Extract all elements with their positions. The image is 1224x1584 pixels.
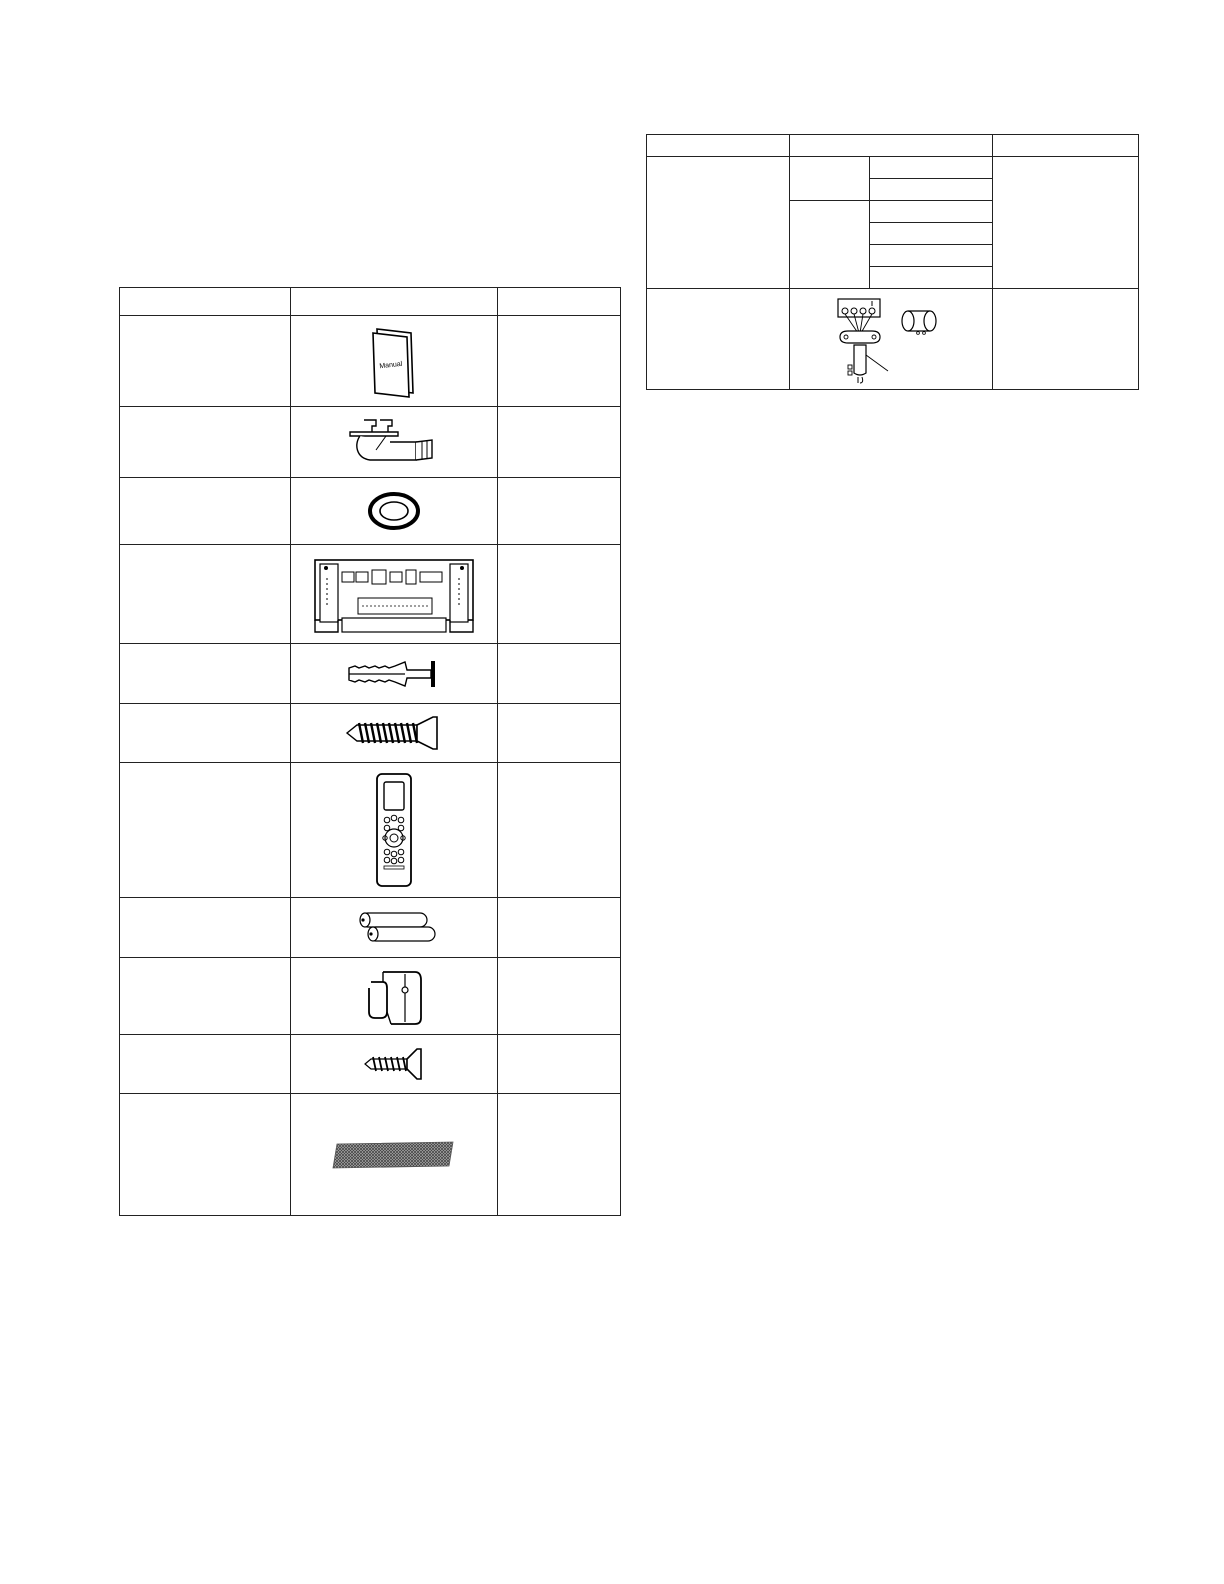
image-cell <box>291 316 498 407</box>
qty-cell <box>498 644 621 704</box>
anchor-plug-icon <box>345 658 443 690</box>
qty-cell <box>498 1094 621 1216</box>
item-cell <box>870 245 993 267</box>
qty-cell <box>498 763 621 898</box>
header-cell <box>498 288 621 316</box>
table-row <box>120 644 621 704</box>
image-cell <box>291 763 498 898</box>
table-row <box>120 763 621 898</box>
item-cell <box>870 223 993 245</box>
item-cell <box>870 201 993 223</box>
subgroup-cell <box>790 201 870 289</box>
remote-holder-icon <box>361 966 427 1026</box>
manual-booklet-icon <box>359 323 429 399</box>
image-cell <box>291 407 498 478</box>
table-row <box>120 316 621 407</box>
table-row <box>647 157 1139 179</box>
fixing-screw-icon <box>345 715 443 751</box>
name-cell <box>120 898 291 958</box>
header-cell <box>120 288 291 316</box>
header-cell <box>790 135 993 157</box>
remote-control-icon <box>374 772 414 888</box>
holder-screw-icon <box>363 1047 425 1081</box>
note-cell <box>993 289 1139 390</box>
table-row <box>120 1094 621 1216</box>
name-cell <box>120 1094 291 1216</box>
table-row <box>120 407 621 478</box>
image-cell <box>790 289 993 390</box>
table-row <box>120 478 621 545</box>
table-header-row <box>120 288 621 316</box>
item-cell <box>870 267 993 289</box>
name-cell <box>120 316 291 407</box>
mounting-plate-icon <box>312 554 476 634</box>
air-filter-icon <box>331 1140 457 1170</box>
image-cell <box>291 1094 498 1216</box>
qty-cell <box>498 704 621 763</box>
qty-cell <box>498 407 621 478</box>
image-cell <box>291 644 498 704</box>
name-cell <box>120 478 291 545</box>
name-cell <box>120 1035 291 1094</box>
table-row <box>120 958 621 1035</box>
header-cell <box>993 135 1139 157</box>
item-cell <box>870 179 993 201</box>
seal-ring-icon <box>364 489 424 533</box>
name-cell <box>120 407 291 478</box>
batteries-icon <box>349 909 439 947</box>
image-cell <box>291 704 498 763</box>
image-cell <box>291 1035 498 1094</box>
table-row <box>120 1035 621 1094</box>
qty-cell <box>498 898 621 958</box>
qty-cell <box>498 478 621 545</box>
note-cell <box>993 157 1139 289</box>
name-cell <box>120 704 291 763</box>
table-row <box>120 704 621 763</box>
subgroup-cell <box>790 157 870 201</box>
table-row <box>120 545 621 644</box>
image-cell <box>291 545 498 644</box>
name-cell <box>120 545 291 644</box>
image-cell <box>291 478 498 545</box>
table-row <box>120 898 621 958</box>
table-row <box>647 289 1139 390</box>
group-cell <box>647 157 790 289</box>
qty-cell <box>498 958 621 1035</box>
qty-cell <box>498 316 621 407</box>
wiring-diagram-icon <box>826 293 956 385</box>
qty-cell <box>498 545 621 644</box>
image-cell <box>291 958 498 1035</box>
qty-cell <box>498 1035 621 1094</box>
wiring-table <box>646 134 1139 390</box>
name-cell <box>647 289 790 390</box>
item-cell <box>870 157 993 179</box>
accessory-table <box>119 287 621 1216</box>
image-cell <box>291 898 498 958</box>
name-cell <box>120 644 291 704</box>
table-header-row <box>647 135 1139 157</box>
header-cell <box>647 135 790 157</box>
name-cell <box>120 763 291 898</box>
drain-joint-icon <box>346 414 442 470</box>
name-cell <box>120 958 291 1035</box>
header-cell <box>291 288 498 316</box>
manual-label: Manual <box>379 360 403 371</box>
